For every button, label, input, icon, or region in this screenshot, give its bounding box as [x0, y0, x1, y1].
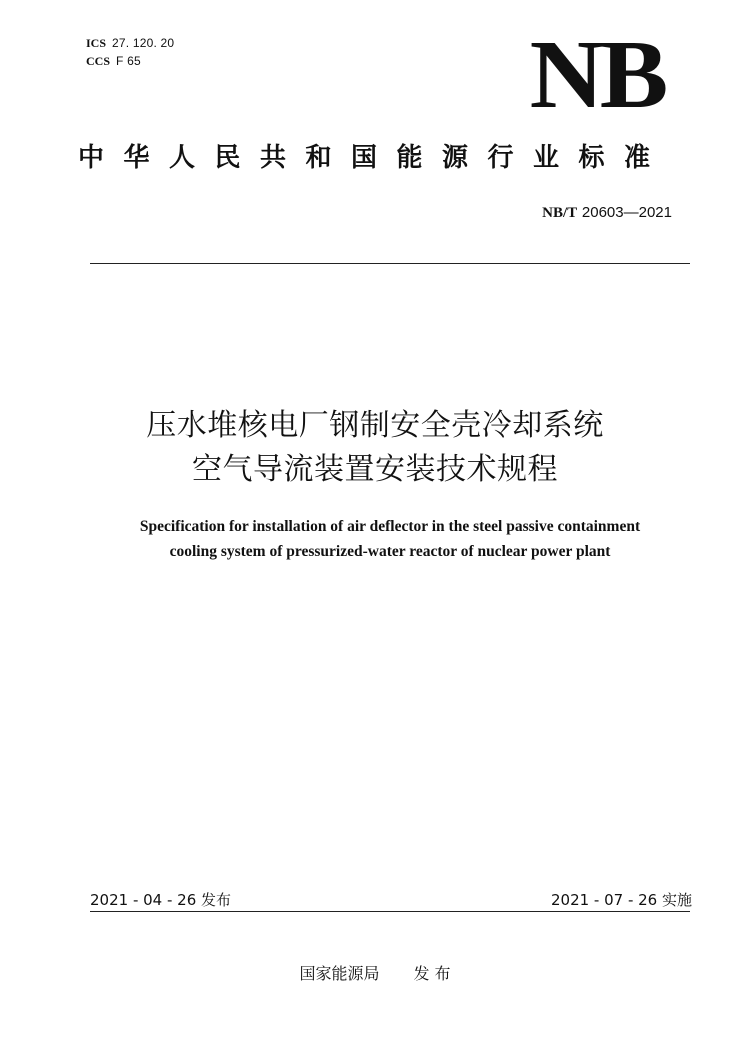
issue-date: 2021 - 04 - 26 发布 — [90, 891, 232, 909]
english-title-line-2: cooling system of pressurized-water reactor of nuclear power plant — [169, 543, 611, 560]
bottom-divider — [90, 911, 690, 912]
chinese-title-line-1: 压水堆核电厂钢制安全壳冷却系统 — [146, 408, 604, 443]
chinese-title-line-2: 空气导流装置安装技术规程 — [192, 452, 558, 487]
ccs-label: CCS — [86, 54, 111, 68]
english-title-line-1: Specification for installation of air deflector in the steel passive containment — [139, 518, 641, 535]
issuer-name: 国家能源局 — [299, 964, 380, 983]
ics-label: ICS — [86, 36, 107, 50]
classification-codes — [86, 34, 174, 70]
effective-date: 2021 - 07 - 26 实施 — [550, 891, 692, 909]
english-title — [0, 514, 750, 564]
ics-code — [86, 34, 174, 52]
standard-number-prefix: NB/T — [542, 205, 578, 221]
issuer-line — [0, 963, 750, 985]
nb-logo: NB — [529, 21, 664, 129]
ics-value: 27. 120. 20 — [112, 36, 175, 50]
standard-number — [542, 202, 672, 223]
issuer-action: 发 布 — [413, 964, 451, 983]
top-divider — [90, 263, 690, 264]
chinese-title — [0, 404, 750, 492]
standard-number-value: 20603—2021 — [581, 204, 672, 221]
standard-category-title: 中华人民共和国能源行业标准 — [78, 143, 670, 173]
ccs-code — [86, 52, 174, 70]
ccs-value: F 65 — [116, 54, 141, 68]
